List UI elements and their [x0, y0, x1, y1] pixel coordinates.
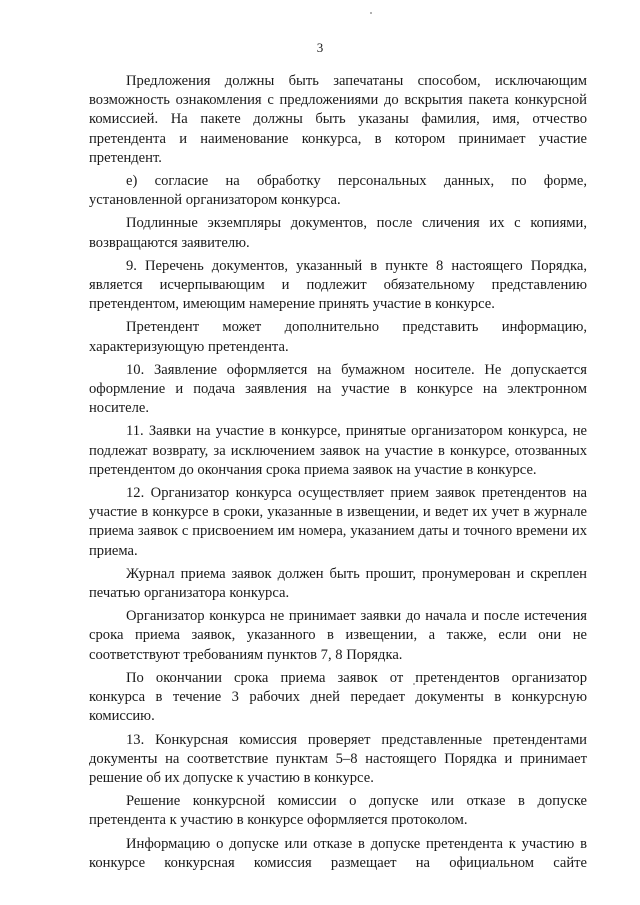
paragraph: Предложения должны быть запечатаны способом, исключающим возможность ознакомления с предложениями до вскрытия пакета конкурсной комиссией. На пакете должны быть указаны фамилия, имя, отчество претендента и наименование конкурса, в котором принимает участие претендент.: [89, 73, 587, 166]
paragraph: Решение конкурсной комиссии о допуске или отказе в допуске претендента к участию в конкурсе оформляется протоколом.: [89, 793, 587, 829]
paragraph: Организатор конкурса не принимает заявки до начала и после истечения срока приема заявок, указанного в извещении, а также, если они не соответствуют требованиям пунктов 7, 8 Порядка.: [89, 608, 587, 663]
paragraph: Претендент может дополнительно представить информацию, характеризующую претендента.: [89, 319, 587, 355]
paragraph: 11. Заявки на участие в конкурсе, принятые организатором конкурса, не подлежат возврату, за исключением заявок на участие в конкурсе, отозванных претендентом до окончания срока приема заявок на участие в конкурсе.: [89, 423, 587, 478]
paragraph: 10. Заявление оформляется на бумажном носителе. Не допускается оформление и подача заявления на участие в конкурсе на электронном носителе.: [89, 361, 587, 417]
paragraph: 9. Перечень документов, указанный в пункте 8 настоящего Порядка, является исчерпывающим и подлежит обязательному представлению претендентом, имеющим намерение принять участие в конкурсе.: [89, 257, 587, 313]
paragraph: По окончании срока приема заявок от претендентов организатор конкурса в течение 3 рабочих дней передает документы в конкурсную комиссию.: [89, 669, 587, 725]
paragraph: 12. Организатор конкурса осуществляет прием заявок претендентов на участие в конкурсе в сроки, указанные в извещении, и ведет их учет в журнале приема заявок с присвоением им номера, указанием даты и точного времени их приема.: [89, 485, 587, 559]
paragraph: Журнал приема заявок должен быть прошит, пронумерован и скреплен печатью организатора конкурса.: [89, 565, 587, 602]
paragraph: Подлинные экземпляры документов, после сличения их с копиями, возвращаются заявителю.: [89, 215, 587, 251]
document-body: [89, 72, 587, 873]
paragraph: 13. Конкурсная комиссия проверяет представленные претендентами документы на соответствие пунктам 5–8 настоящего Порядка и принимает решение об их допуске к участию в конкурсе.: [89, 731, 587, 786]
paragraph: е) согласие на обработку персональных данных, по форме, установленной организатором конкурса.: [89, 173, 587, 209]
scan-speck: [370, 12, 372, 14]
page-number: 3: [316, 40, 324, 55]
paragraph: Информацию о допуске или отказе в допуске претендента к участию в конкурсе конкурсная комиссия размещает на официальном сайте: [89, 835, 587, 871]
